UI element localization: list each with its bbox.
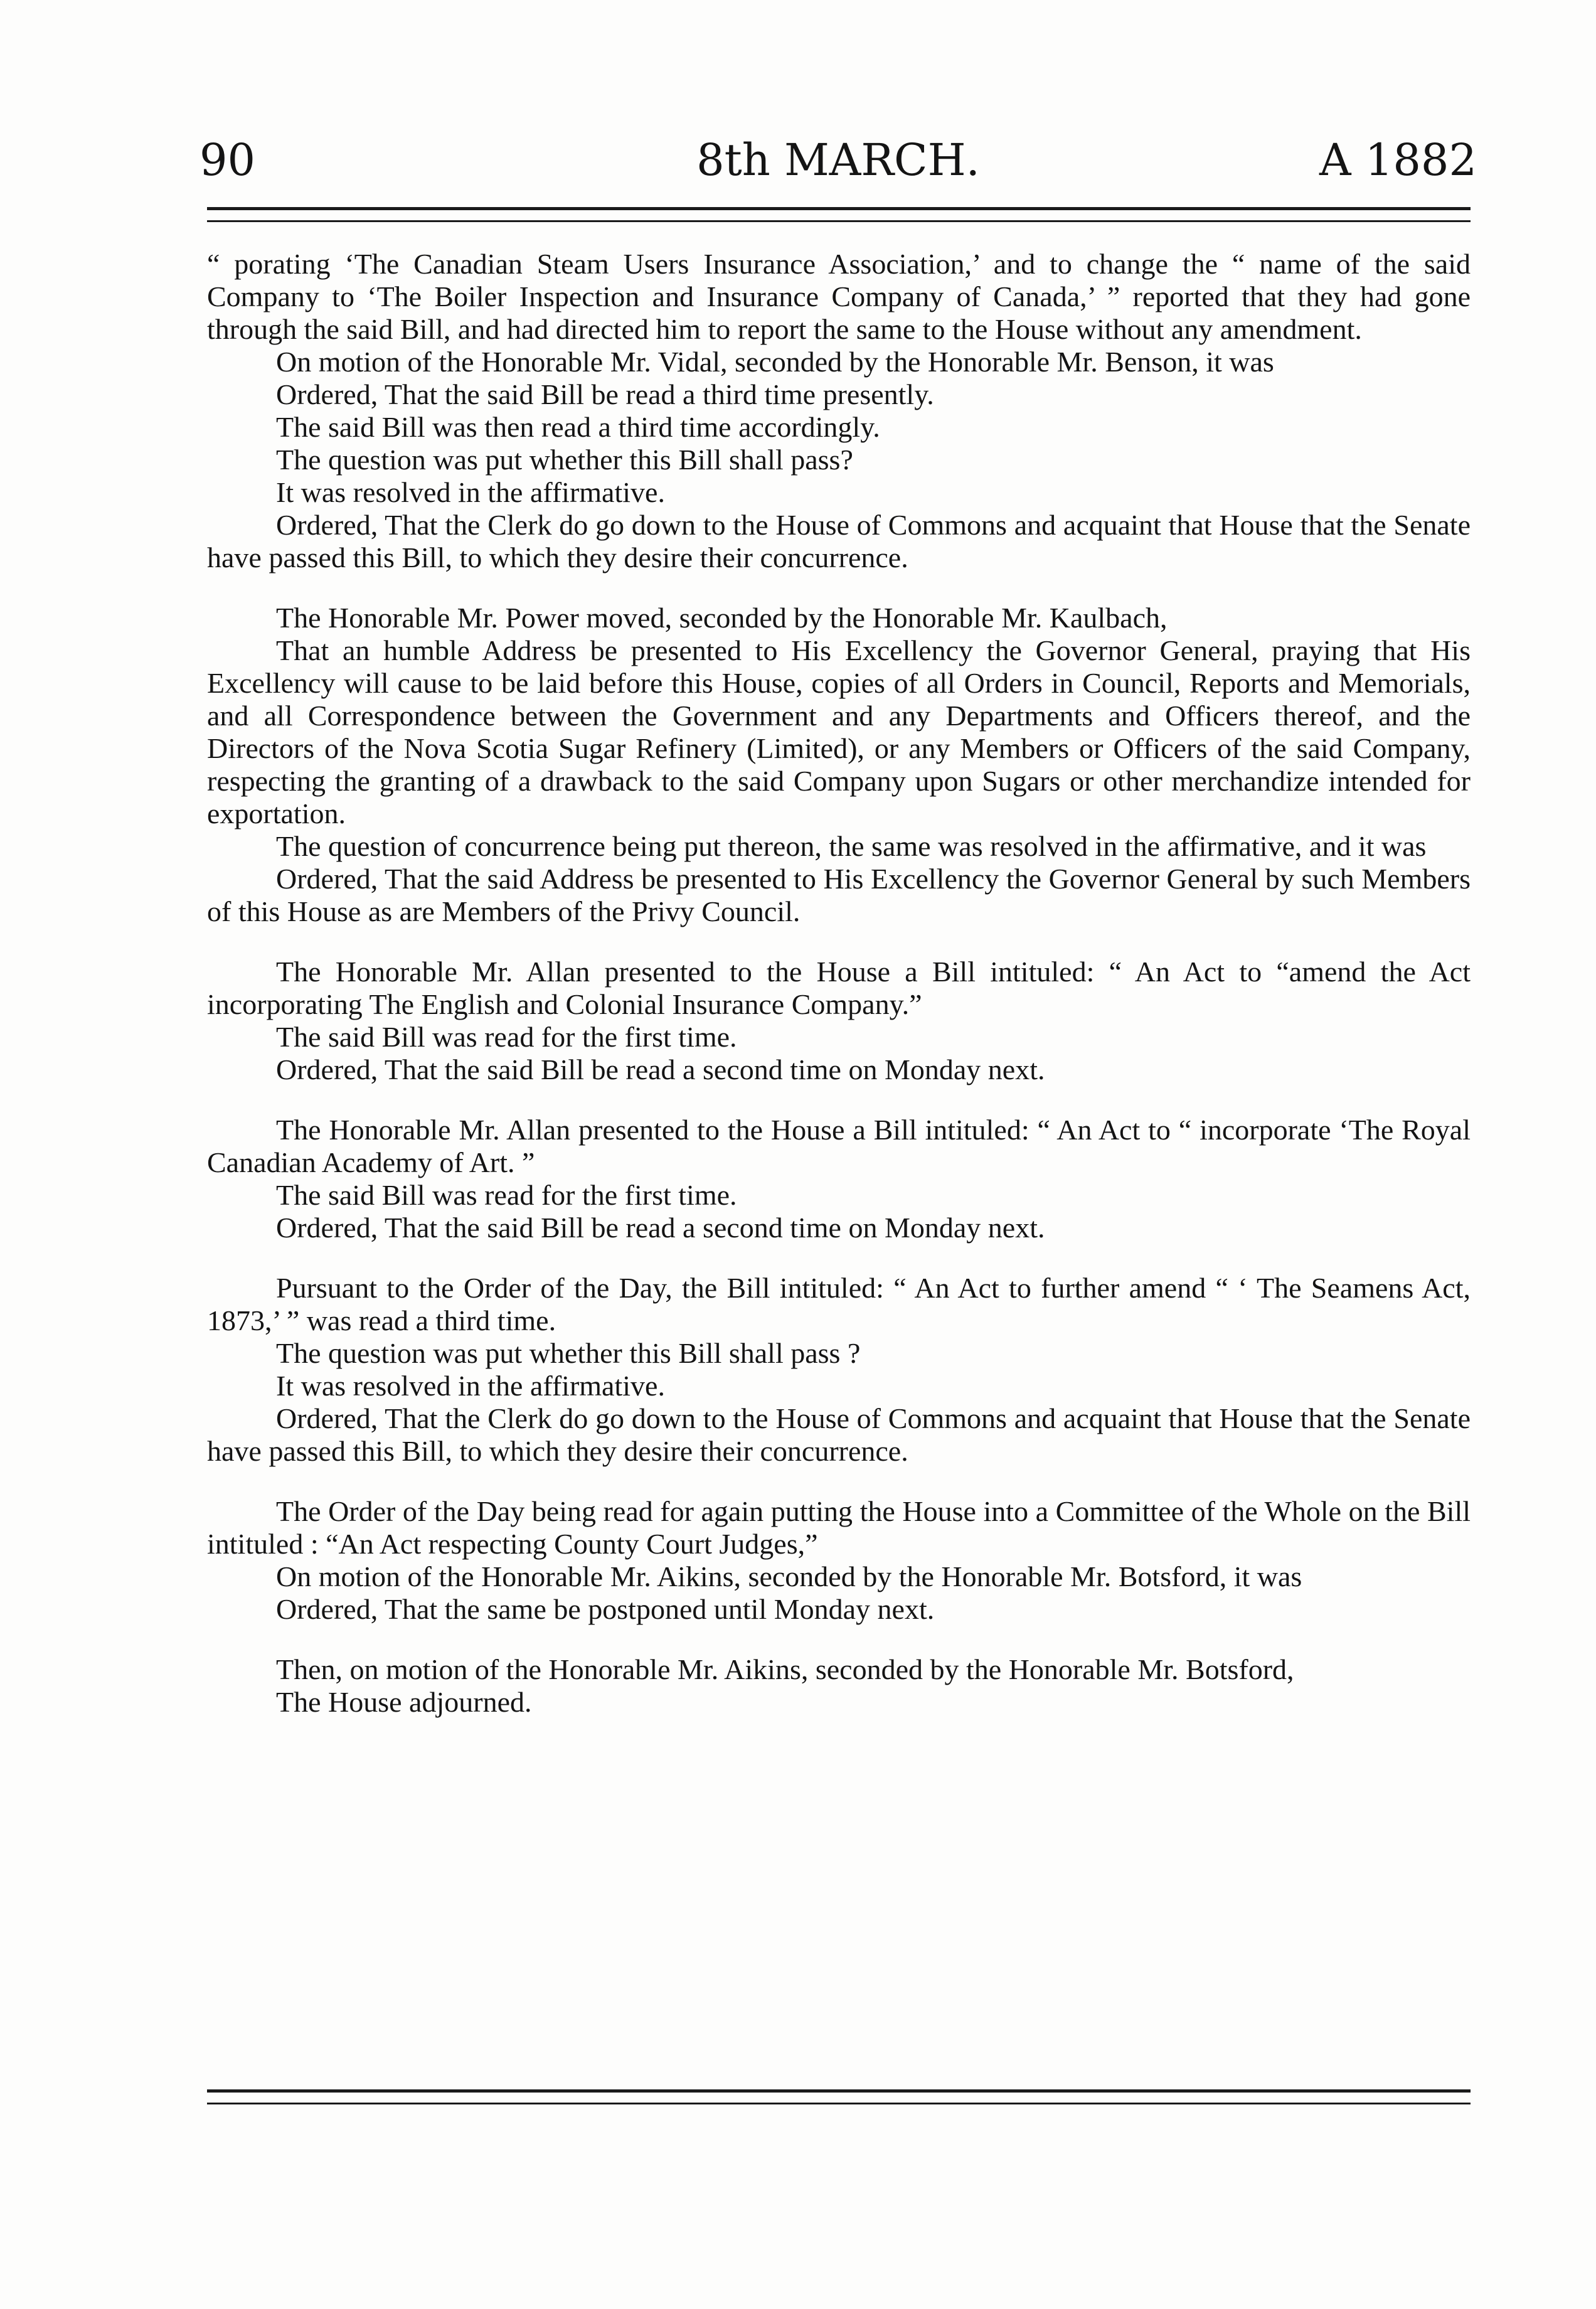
paragraph: The House adjourned. xyxy=(276,1686,532,1718)
section-gap xyxy=(207,574,1471,602)
paragraph: Ordered, That the said Bill be read a third time presently. xyxy=(276,378,934,410)
paragraph: Pursuant to the Order of the Day, the Bill intituled: “ An Act to further amend “ ‘ The Seamens Act, 1873,’ ” was read a third time. xyxy=(207,1272,1471,1336)
section-gap xyxy=(207,1086,1471,1114)
paragraph: On motion of the Honorable Mr. Vidal, seconded by the Honorable Mr. Benson, it was xyxy=(276,346,1274,378)
paragraph: The said Bill was then read a third time accordingly. xyxy=(276,411,880,443)
paragraph: On motion of the Honorable Mr. Aikins, seconded by the Honorable Mr. Botsford, it was xyxy=(276,1560,1302,1592)
paragraph: The question was put whether this Bill shall pass ? xyxy=(276,1337,861,1369)
paragraph: The question of concurrence being put thereon, the same was resolved in the affirmative, and it was xyxy=(276,830,1427,862)
paragraph: Ordered, That the Clerk do go down to the House of Commons and acquaint that House that the Senate have passed this Bill, to which they desire their concurrence. xyxy=(207,509,1471,573)
header-year: A 1882 xyxy=(1319,134,1477,186)
paragraph: The said Bill was read for the first time. xyxy=(276,1021,737,1053)
header-date: 8th MARCH. xyxy=(696,134,980,186)
running-header xyxy=(200,129,1477,198)
journal-body xyxy=(207,248,1471,1719)
section-gap xyxy=(207,1468,1471,1495)
page-number: 90 xyxy=(200,134,256,186)
paragraph: Then, on motion of the Honorable Mr. Aikins, seconded by the Honorable Mr. Botsford, xyxy=(276,1653,1294,1685)
paragraph: Ordered, That the said Bill be read a second time on Monday next. xyxy=(276,1053,1045,1085)
paragraph: The question was put whether this Bill shall pass? xyxy=(276,444,853,476)
paragraph: The said Bill was read for the first time. xyxy=(276,1179,737,1211)
paragraph: Ordered, That the same be postponed until Monday next. xyxy=(276,1593,935,1625)
paragraph: Ordered, That the said Address be presented to His Excellency the Governor General by such Members of this House as are Members of the Privy Council. xyxy=(207,863,1471,927)
paragraph: It was resolved in the affirmative. xyxy=(276,1370,665,1402)
paragraph: “ porating ‘The Canadian Steam Users Insurance Association,’ and to change the “ name of the said Company to ‘The Boiler Inspection and Insurance Company of Canada,’ ” reported that they had gone through the said Bill, and had directed him to report the same to the House without any amendment. xyxy=(207,248,1471,345)
header-rule xyxy=(207,207,1471,222)
section-gap xyxy=(207,928,1471,956)
paragraph: Ordered, That the said Bill be read a second time on Monday next. xyxy=(276,1212,1045,1244)
paragraph: Ordered, That the Clerk do go down to the House of Commons and acquaint that House that the Senate have passed this Bill, to which they desire their concurrence. xyxy=(207,1402,1471,1467)
paragraph: The Honorable Mr. Power moved, seconded by the Honorable Mr. Kaulbach, xyxy=(276,602,1168,634)
paragraph: The Honorable Mr. Allan presented to the House a Bill intituled: “ An Act to “ incorporate ‘The Royal Canadian Academy of Art. ” xyxy=(207,1114,1471,1178)
paragraph: The Honorable Mr. Allan presented to the House a Bill intituled: “ An Act to “amend the Act incorporating The English and Colonial Insurance Company.” xyxy=(207,956,1471,1020)
paragraph: That an humble Address be presented to His Excellency the Governor General, praying that His Excellency will cause to be laid before this House, copies of all Orders in Council, Reports and Memorials, and all Correspondence between the Government and any Departments and Officers thereof, and the Directors of the Nova Scotia Sugar Refinery (Limited), or any Members or Officers of the said Company, respecting the granting of a drawback to the said Company upon Sugars or other merchandize intended for exportation. xyxy=(207,634,1471,829)
footer-rule xyxy=(207,2089,1471,2104)
paragraph: The Order of the Day being read for again putting the House into a Committee of the Whole on the Bill intituled : “An Act respecting County Court Judges,” xyxy=(207,1495,1471,1560)
section-gap xyxy=(207,1626,1471,1653)
paragraph: It was resolved in the affirmative. xyxy=(276,476,665,508)
section-gap xyxy=(207,1244,1471,1272)
